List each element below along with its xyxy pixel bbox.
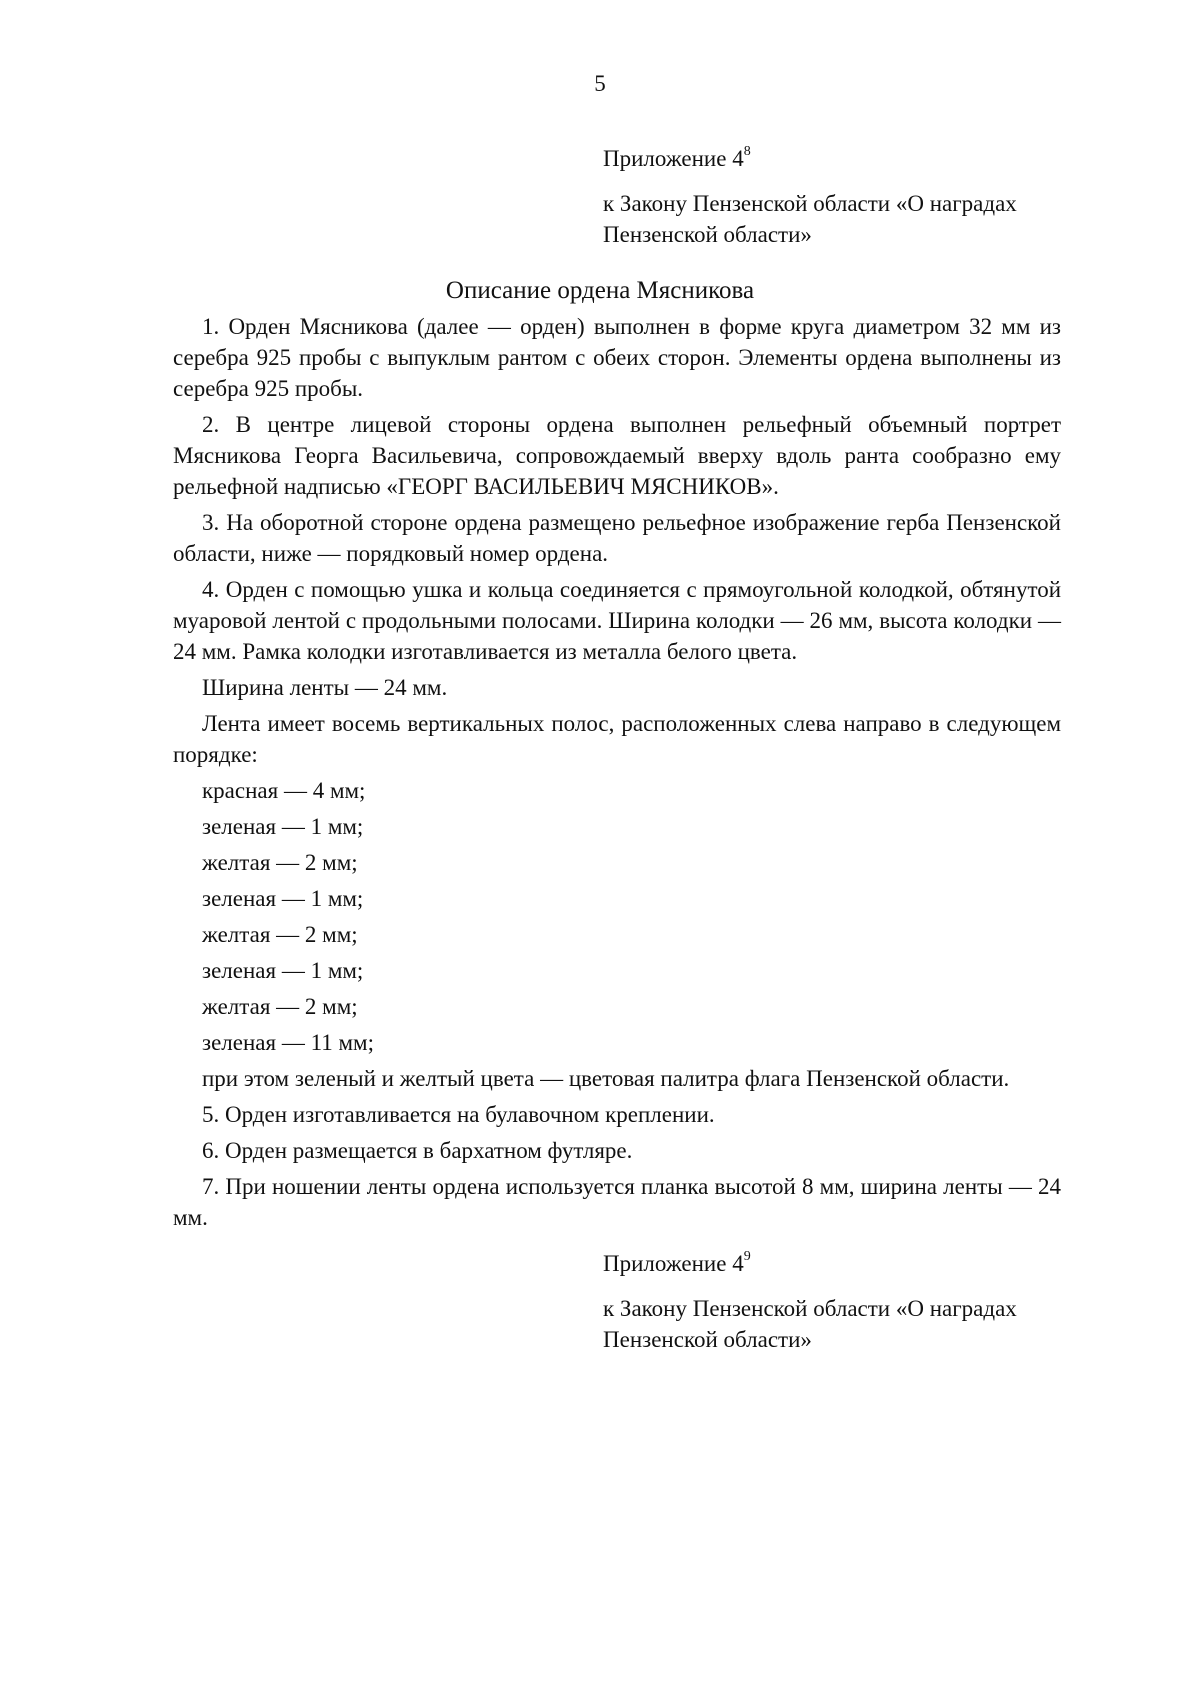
stripe-item: зеленая — 1 мм; bbox=[202, 886, 364, 911]
paragraph-1: 1. Орден Мясникова (далее — орден) выполнен в форме круга диаметром 32 мм из серебра 925 пробы с выпуклым рантом с обеих сторон. Элементы ордена выполнены из серебра 925 пробы. bbox=[173, 314, 1061, 401]
page-number: 5 bbox=[594, 71, 606, 96]
appendix-law-line-1: к Закону Пензенской области «О наградах bbox=[603, 1296, 1017, 1321]
stripe-item: желтая — 2 мм; bbox=[202, 850, 358, 875]
ribbon-width: Ширина ленты — 24 мм. bbox=[202, 675, 448, 700]
stripe-item: зеленая — 11 мм; bbox=[202, 1030, 374, 1055]
appendix-title bbox=[603, 1248, 1123, 1279]
appendix-title bbox=[603, 143, 1123, 174]
appendix-law-reference bbox=[603, 188, 1123, 250]
appendix-header-bottom bbox=[603, 1248, 1123, 1355]
appendix-law-reference bbox=[603, 1293, 1123, 1355]
paragraph-2: 2. В центре лицевой стороны ордена выполнен рельефный объемный портрет Мясникова Георга Васильевича, сопровождаемый вверху вдоль ранта сообразно ему рельефной надписью «ГЕОРГ ВАСИЛЬЕВИЧ МЯСНИКОВ». bbox=[173, 412, 1061, 499]
paragraph-4: 4. Орден с помощью ушка и кольца соединяется с прямоугольной колодкой, обтянутой муаровой лентой с продольными полосами. Ширина колодки — 26 мм, высота колодки — 24 мм. Рамка колодки изготавливается из металла белого цвета. bbox=[173, 577, 1061, 664]
document-title: Описание ордена Мясникова bbox=[445, 277, 755, 304]
paragraph-7: 7. При ношении ленты ордена используется планка высотой 8 мм, ширина ленты — 24 мм. bbox=[173, 1174, 1061, 1230]
stripe-item: желтая — 2 мм; bbox=[202, 994, 358, 1019]
paragraph-3: 3. На оборотной стороне ордена размещено рельефное изображение герба Пензенской области, ниже — порядковый номер ордена. bbox=[173, 510, 1061, 566]
appendix-header-top bbox=[603, 143, 1123, 250]
appendix-law-line-1: к Закону Пензенской области «О наградах bbox=[603, 191, 1017, 216]
appendix-superscript: 8 bbox=[743, 144, 751, 159]
ribbon-intro: Лента имеет восемь вертикальных полос, расположенных слева направо в следующем порядке: bbox=[173, 711, 1061, 767]
appendix-label: Приложение 4 bbox=[603, 1251, 744, 1276]
paragraph-6: 6. Орден размещается в бархатном футляре. bbox=[202, 1138, 633, 1163]
document-body bbox=[173, 311, 1061, 1238]
stripe-item: зеленая — 1 мм; bbox=[202, 814, 364, 839]
appendix-law-line-2: Пензенской области» bbox=[603, 1327, 812, 1352]
appendix-law-line-2: Пензенской области» bbox=[603, 222, 812, 247]
appendix-superscript: 9 bbox=[743, 1249, 751, 1264]
stripe-item: желтая — 2 мм; bbox=[202, 922, 358, 947]
paragraph-5: 5. Орден изготавливается на булавочном креплении. bbox=[202, 1102, 715, 1127]
appendix-label: Приложение 4 bbox=[603, 146, 744, 171]
stripe-item: красная — 4 мм; bbox=[202, 778, 366, 803]
color-note: при этом зеленый и желтый цвета — цветовая палитра флага Пензенской области. bbox=[202, 1066, 1010, 1091]
stripe-item: зеленая — 1 мм; bbox=[202, 958, 364, 983]
